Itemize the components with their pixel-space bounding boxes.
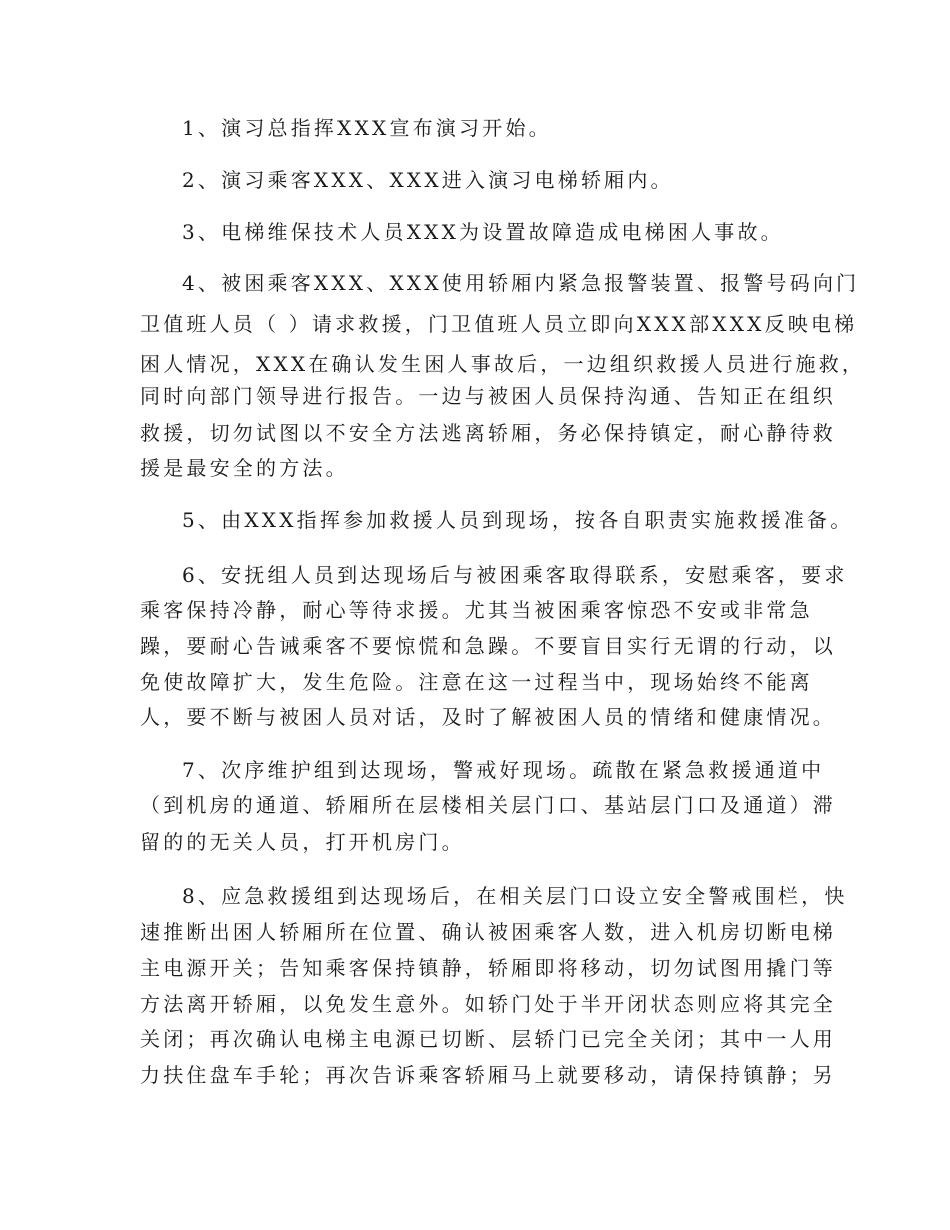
- paragraph-6-line-1: 6、安抚组人员到达现场后与被困乘客取得联系，安慰乘客，要求: [182, 563, 848, 587]
- paragraph-8-line-5: 关闭；再次确认电梯主电源已切断、层轿门已完全关闭；其中一人用: [140, 1027, 836, 1051]
- paragraph-4-line-2: 卫值班人员（ ）请求救援，门卫值班人员立即向XXX部XXX反映电梯: [140, 312, 858, 336]
- paragraph-4-line-4: 同时向部门领导进行报告。一边与被困人员保持沟通、告知正在组织: [140, 384, 836, 408]
- paragraph-7-line-3: 留的的无关人员，打开机房门。: [140, 830, 465, 854]
- paragraph-4-line-3: 困人情况，XXX在确认发生困人事故后，一边组织救援人员进行施救，: [140, 352, 866, 376]
- paragraph-6-line-4: 免使故障扩大，发生危险。注意在这一过程当中，现场始终不能离: [140, 670, 813, 694]
- paragraph-6-line-5: 人，要不断与被困人员对话，及时了解被困人员的情绪和健康情况。: [140, 705, 836, 729]
- paragraph-8-line-4: 方法离开轿厢，以免发生意外。如轿门处于半开闭状态则应将其完全: [140, 992, 836, 1016]
- paragraph-7-line-1: 7、次序维护组到达现场，警戒好现场。疏散在紧急救援通道中: [182, 758, 825, 782]
- paragraph-1-line-1: 1、演习总指挥XXX宣布演习开始。: [182, 116, 552, 140]
- paragraph-7-line-2: （到机房的通道、轿厢所在层楼相关层门口、基站层门口及通道）滞: [140, 793, 836, 817]
- paragraph-8-line-6: 力扶住盘车手轮；再次告诉乘客轿厢马上就要移动，请保持镇静；另: [140, 1063, 836, 1087]
- paragraph-4-line-1: 4、被困乘客XXX、XXX使用轿厢内紧急报警装置、报警号码向门: [182, 271, 860, 295]
- paragraph-4-line-5: 救援，切勿试图以不安全方法逃离轿厢，务必保持镇定，耐心静待救: [140, 421, 836, 445]
- paragraph-6-line-3: 躁，要耐心告诫乘客不要惊慌和急躁。不要盲目实行无谓的行动，以: [140, 634, 836, 658]
- paragraph-2-line-1: 2、演习乘客XXX、XXX进入演习电梯轿厢内。: [182, 168, 674, 192]
- paragraph-4-line-6: 援是最安全的方法。: [140, 456, 349, 480]
- paragraph-8-line-3: 主电源开关；告知乘客保持镇静，轿厢即将移动，切勿试图用撬门等: [140, 956, 836, 980]
- paragraph-8-line-1: 8、应急救援组到达现场后，在相关层门口设立安全警戒围栏，快: [182, 884, 848, 908]
- paragraph-6-line-2: 乘客保持冷静，耐心等待求援。尤其当被困乘客惊恐不安或非常急: [140, 598, 813, 622]
- paragraph-8-line-2: 速推断出困人轿厢所在位置、确认被困乘客人数，进入机房切断电梯: [140, 920, 836, 944]
- paragraph-3-line-1: 3、电梯维保技术人员XXX为设置故障造成电梯困人事故。: [182, 220, 784, 244]
- paragraph-5-line-1: 5、由XXX指挥参加救援人员到现场，按各自职责实施救援准备。: [182, 508, 854, 532]
